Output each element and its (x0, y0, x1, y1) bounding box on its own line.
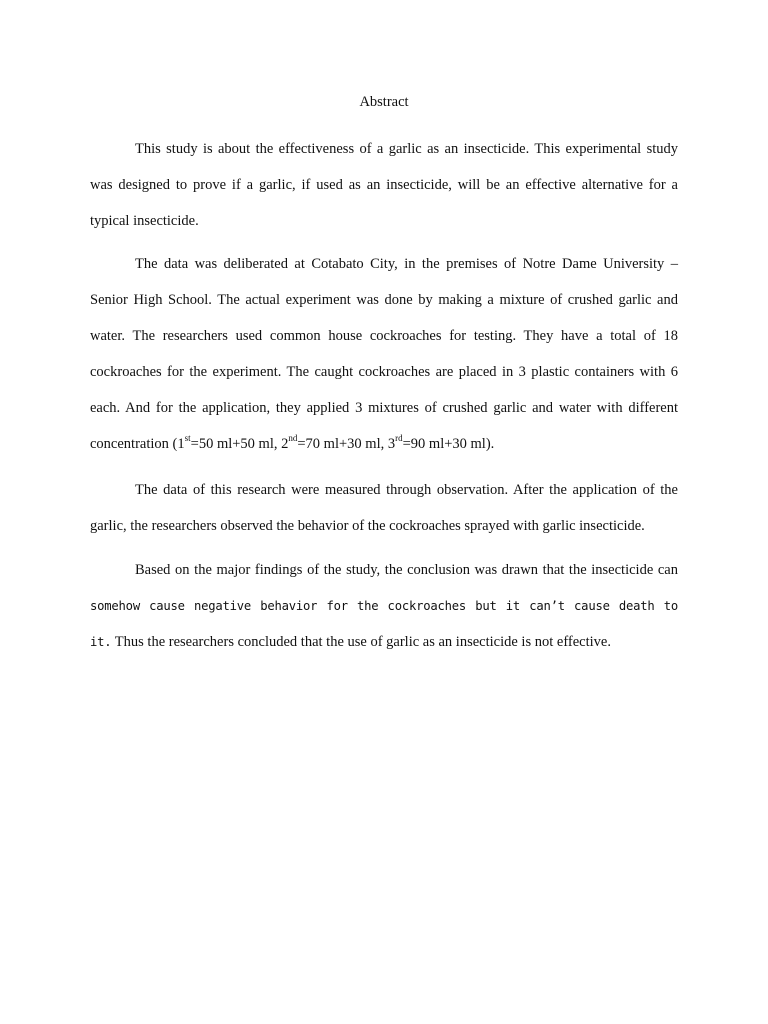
concentration-2-text: =70 ml+30 ml, 3 (297, 436, 396, 452)
concentration-1-text: =50 ml+50 ml, 2 (190, 436, 289, 452)
concentration-3-text: =90 ml+30 ml). (402, 436, 495, 452)
paragraph-4-mono-text: somehow cause negative behavior for the cockroaches but it can’t cause death to it. (90, 599, 678, 649)
superscript-2nd: nd (288, 433, 298, 444)
paragraph-4-tail-text: Thus the researchers concluded that the use of garlic as an insecticide is not effective. (114, 634, 611, 650)
paragraph-4 (90, 552, 678, 660)
paragraph-1: This study is about the effectiveness of a garlic as an insecticide. This experimental study was designed to prove if a garlic, if used as an insecticide, will be an effective alternative for a typical insecticide. (90, 141, 678, 229)
abstract-heading: Abstract (359, 94, 409, 110)
superscript-3rd: rd (395, 433, 403, 444)
paragraph-4-text: Based on the major findings of the study, the conclusion was drawn that the insecticide can (135, 562, 678, 578)
superscript-1st: st (184, 433, 191, 444)
paragraph-2-text: The data was deliberated at Cotabato City, in the premises of Notre Dame University – Senior High School. The actual experiment was done by making a mixture of crushed garlic and water. The researchers used common house cockroaches for testing. They have a total of 18 cockroaches for the experiment. The caught cockroaches are placed in 3 plastic containers with 6 each. And for the application, they applied 3 mixtures of crushed garlic and water with different concentration (1 (90, 256, 678, 452)
paragraph-2 (90, 246, 678, 462)
paragraph-3: The data of this research were measured through observation. After the application of the garlic, the researchers observed the behavior of the cockroaches sprayed with garlic insecticide. (90, 482, 678, 534)
